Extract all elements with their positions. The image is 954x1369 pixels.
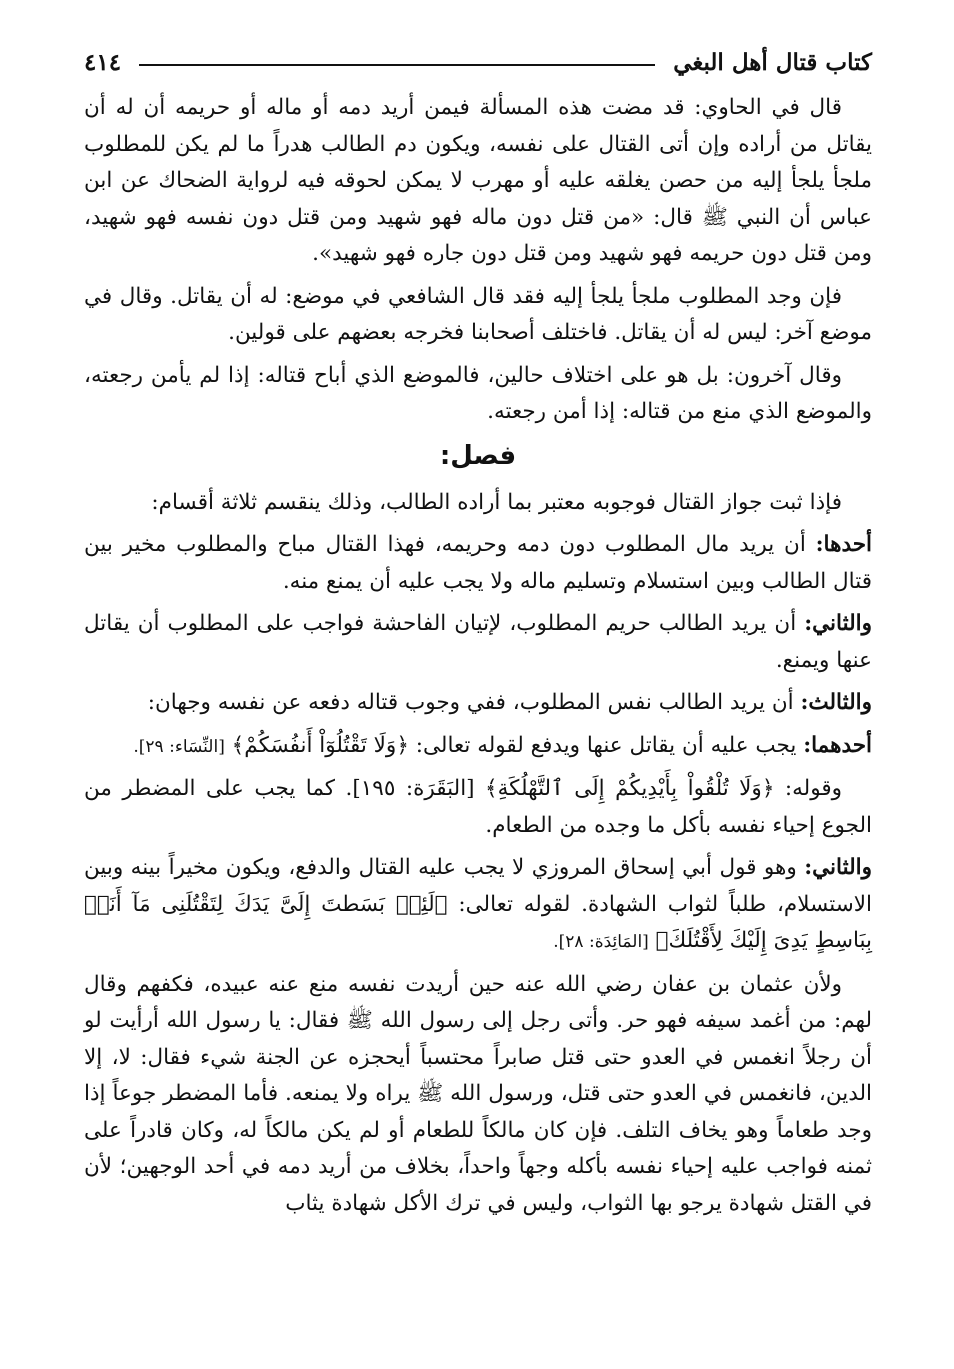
paragraph-text: وهو قول أبي إسحاق المروزي لا يجب عليه القتال والدفع، ويكون مخيراً بينه وبين الاستسلام، طلباً لثواب الشهادة. لقوله تعالى: ﴿لَئِنۢ بَسَطتَ إِلَىَّ يَدَكَ لِتَقْتُلَنِى مَآ أَنَا۠ بِبَاسِطٍ يَدِىَ إِلَيْكَ لِأَقْتُلَكَ﴾ [84,855,872,953]
paragraph-text: وقوله: ﴿وَلَا تُلْقُواْ بِأَيْدِيكُمْ إِلَى ٱلتَّهْلُكَةِ﴾ [البَقَرَة: ١٩٥]. كما يجب على المضطر من الجوع إحياء نفسه بأكل ما وجده من الطعام. [84,776,872,838]
paragraph-text: يجب عليه أن يقاتل عنها ويدفع لقوله تعالى: ﴿وَلَا تَقْتُلُوٓاْ أَنفُسَكُمْ﴾ [224,732,804,758]
paragraph [84,485,872,522]
paragraph [84,279,872,352]
paragraph [84,90,872,273]
paragraph-lead: والثاني: [804,611,872,636]
running-header [84,40,872,84]
quran-reference: [النِّسَاء: ٢٩]. [133,736,225,757]
section-heading: فصل: [439,440,517,471]
book-title: كتاب قتال أهل البغي [673,48,872,76]
paragraph-lead: أحدها: [815,532,872,557]
paragraph-text: فإن وجد المطلوب ملجأ يلجأ إليه فقد قال الشافعي في موضع: له أن يقاتل. وقال في موضع آخر: ليس له أن يقاتل. فاختلف أصحابنا فخرجه بعضهم على قولين. [84,283,872,345]
page-number: ٤١٤ [84,48,122,76]
paragraph [84,728,872,766]
paragraph [84,527,872,600]
paragraph [84,850,872,961]
paragraph [84,358,872,431]
paragraph-text: ولأن عثمان بن عفان رضي الله عنه حين أريدت نفسه منع عنه عبيده، فكفهم وقال لهم: من أغمد سيفه فهو حر. وأتى رجل إلى رسول الله ﷺ فقال: يا رسول الله أرأيت لو أن رجلاً انغمس في العدو حتى قتل صابراً محتسباً أيحجزه عن الجنة شيء فقال: لا، إلا الدين، فانغمس في العدو حتى قتل، ورسول الله ﷺ يراه ولا يمنعه. فأما المضطر جوعاً إذا وجد طعاماً وهو يخاف التلف. فإن كان مالكاً للطعام أو لم يكن مالكاً له، وكان قادراً على ثمنه فواجب عليه إحياء نفسه بأكله وجهاً واحداً، بخلاف من أريد دمه في أحد الوجهين؛ لأن في القتل شهادة يرجو بها الثواب، وليس في ترك الأكل شهادة يثاب [84,971,872,1216]
paragraph [84,606,872,679]
paragraph-lead: والثاني: [804,855,872,880]
paragraph-text: أن يريد الطالب حريم المطلوب، لإتيان الفاحشة فواجب على المطلوب أن يقاتل عنها ويمنع. [84,611,872,673]
header-rule [139,64,655,66]
paragraph-text: وقال آخرون: بل هو على اختلاف حالين، فالموضع الذي أباح قتاله: إذا لم يأمن رجعته، والموضع الذي منع من قتاله: إذا أمن رجعته. [84,362,872,424]
paragraph-text: أن يريد الطالب نفس المطلوب، ففي وجوب قتاله دفعه عن نفسه وجهان: [147,690,801,715]
paragraph-text: فإذا ثبت جواز القتال فوجوبه معتبر بما أراده الطالب، وذلك ينقسم ثلاثة أقسام: [151,489,842,515]
paragraph [84,967,872,1223]
paragraph-text: قال في الحاوي: قد مضت هذه المسألة فيمن أريد دمه أو ماله أو حريمه أن له أن يقاتل من أراده وإن أتى القتال على نفسه، ويكون دم الطالب هدراً ما لم يكن للمطلوب ملجأ يلجأ إليه من حصن يغلقه عليه أو مهرب لا يمكن لحوقه فيه لرواية الضحاك عن ابن عباس أن النبي ﷺ قال: «من قتل دون ماله فهو شهيد ومن قتل دون نفسه فهو شهيد، ومن قتل دون حريمه فهو شهيد ومن قتل دون جاره فهو شهيد». [84,95,872,266]
paragraph [84,685,872,722]
quran-reference: [المَائِدَة: ٢٨]. [553,932,649,952]
paragraph [84,771,872,844]
paragraph-text: أن يريد مال المطلوب دون دمه وحريمه، فهذا القتال مباح والمطلوب مخير بين قتال الطالب وبين استسلام وتسليم ماله ولا يجب عليه أن يمنع منه. [84,532,872,594]
paragraph-lead: أحدهما: [803,732,872,758]
paragraph-lead: والثالث: [800,690,872,715]
